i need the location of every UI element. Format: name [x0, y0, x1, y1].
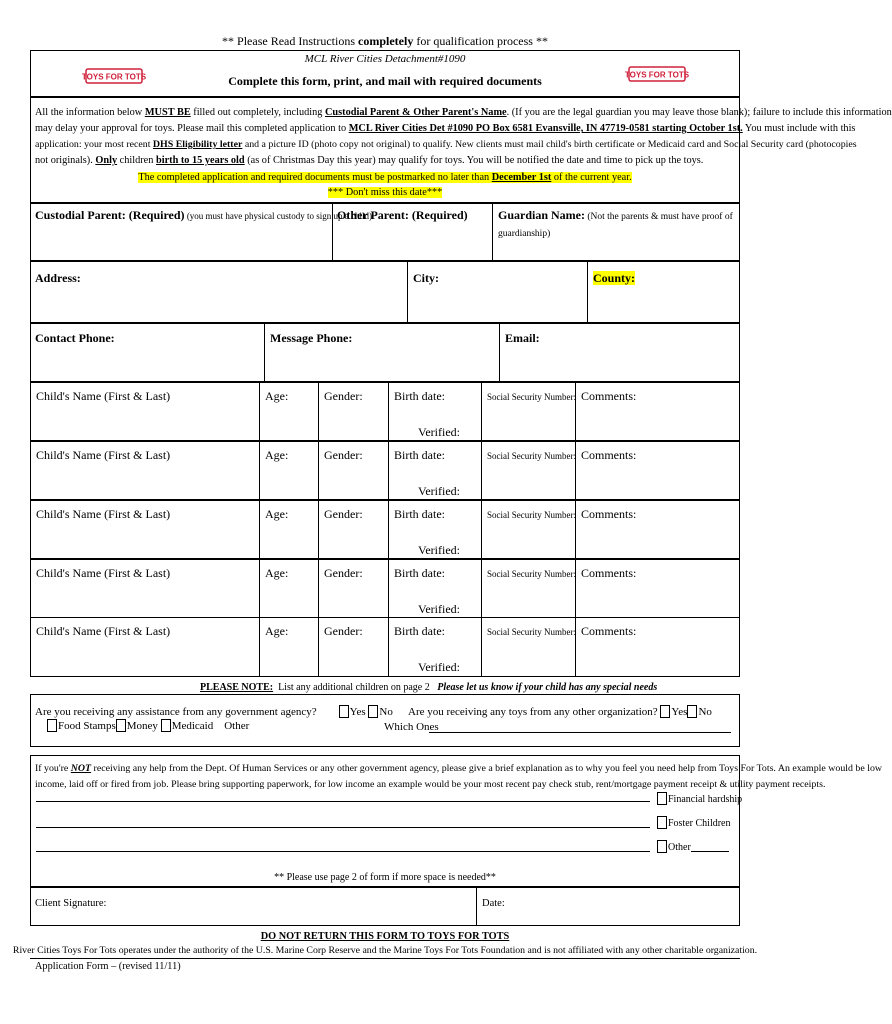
- svg-text:TOYS FOR TOTS: TOYS FOR TOTS: [81, 72, 147, 82]
- svg-text:TOYS FOR TOTS: TOYS FOR TOTS: [624, 70, 690, 80]
- explanation-line-3[interactable]: [36, 851, 650, 852]
- date-label: Date:: [482, 898, 505, 909]
- toys-no-checkbox[interactable]: [687, 705, 697, 718]
- child-name-label: Child's Name (First & Last): [36, 448, 171, 462]
- child-ssn-label: Social Security Number:: [487, 510, 576, 520]
- child-verified-label: Verified:: [418, 484, 460, 498]
- child-name-label: Child's Name (First & Last): [36, 624, 171, 638]
- form-revision: Application Form – (revised 11/11): [35, 961, 181, 972]
- other-reason-option: Other: [657, 840, 729, 853]
- child-verified-label: Verified:: [418, 543, 460, 557]
- email-label: Email:: [505, 331, 540, 345]
- child-comments-label: Comments:: [581, 566, 637, 580]
- child-comments-label: Comments:: [581, 448, 637, 462]
- child-name-label: Child's Name (First & Last): [36, 507, 171, 521]
- explanation-line-1[interactable]: [36, 801, 650, 802]
- child-comments-label: Comments:: [581, 507, 637, 521]
- deadline-line: The completed application and required documents must be postmarked no later than December 1st of the current year.: [138, 172, 632, 183]
- child-verified-label: Verified:: [418, 602, 460, 616]
- contact-phone-label: Contact Phone:: [35, 331, 115, 345]
- foster-children-option: Foster Children: [657, 816, 731, 829]
- financial-hardship-checkbox[interactable]: [657, 792, 667, 805]
- child-ssn-label: Social Security Number:: [487, 451, 576, 461]
- other-reason-line[interactable]: [691, 851, 729, 852]
- financial-hardship-option: Financial hardship: [657, 792, 742, 805]
- child-age-label: Age:: [265, 448, 289, 462]
- other-org-toys-question: Are you receiving any toys from any other organization? Yes No: [408, 706, 712, 718]
- child-birth-date-label: Birth date:: [394, 566, 445, 580]
- org-title: MCL River Cities Detachment#1090: [304, 53, 466, 65]
- child-ssn-field[interactable]: [481, 617, 576, 677]
- assistance-types: Food Stamps Money Medicaid Other: [47, 719, 249, 732]
- child-verified-label: Verified:: [418, 660, 460, 674]
- toys-for-tots-logo-right: [624, 65, 690, 83]
- which-ones-label: Which Ones: [384, 721, 439, 733]
- do-not-return-notice: DO NOT RETURN THIS FORM TO TOYS FOR TOTS: [260, 931, 510, 942]
- custodial-parent-label: Custodial Parent: (Required) (you must have physical custody to sign up a child): [35, 208, 373, 222]
- child-age-label: Age:: [265, 624, 289, 638]
- child-ssn-field[interactable]: [481, 559, 576, 618]
- government-assistance-question: Are you receiving any assistance from any government agency? Yes No: [35, 706, 393, 718]
- child-birth-date-label: Birth date:: [394, 448, 445, 462]
- toys-for-tots-logo-left: [81, 67, 147, 85]
- address-label: Address:: [35, 271, 81, 285]
- city-label: City:: [413, 271, 439, 285]
- medicaid-checkbox[interactable]: [161, 719, 171, 732]
- child-ssn-field[interactable]: [481, 500, 576, 559]
- other-parent-label: Other Parent: (Required): [337, 208, 468, 222]
- child-ssn-label: Social Security Number:: [487, 627, 576, 637]
- footer-divider: [30, 958, 740, 959]
- date-field[interactable]: [476, 887, 740, 926]
- message-phone-label: Message Phone:: [270, 331, 353, 345]
- county-label: County:: [593, 271, 636, 285]
- deadline-reminder: *** Don't miss this date***: [327, 187, 443, 198]
- which-ones-input[interactable]: [429, 732, 731, 733]
- child-comments-label: Comments:: [581, 389, 637, 403]
- child-ssn-label: Social Security Number:: [487, 392, 576, 402]
- child-name-label: Child's Name (First & Last): [36, 566, 171, 580]
- gov-yes-checkbox[interactable]: [339, 705, 349, 718]
- disclaimer: River Cities Toys For Tots operates under the authority of the U.S. Marine Corp Reserve and the Marine Toys For Tots Foundation and is not affiliated with any other charitable organization.: [12, 945, 758, 956]
- instructions-banner: ** Please Read Instructions completely for qualification process **: [222, 34, 548, 48]
- child-gender-label: Gender:: [324, 566, 363, 580]
- child-birth-date-label: Birth date:: [394, 624, 445, 638]
- client-signature-label: Client Signature:: [35, 898, 107, 909]
- address-field[interactable]: [30, 261, 408, 323]
- child-gender-label: Gender:: [324, 448, 363, 462]
- please-note: PLEASE NOTE: List any additional children on page 2 Please let us know if your child has any special needs: [200, 682, 658, 693]
- foster-children-checkbox[interactable]: [657, 816, 667, 829]
- child-age-label: Age:: [265, 507, 289, 521]
- toys-yes-checkbox[interactable]: [660, 705, 670, 718]
- child-verified-label: Verified:: [418, 425, 460, 439]
- food-stamps-checkbox[interactable]: [47, 719, 57, 732]
- intro-paragraph: All the information below MUST BE filled out completely, including Custodial Parent & Other Parent's Name. (If you are the legal guardian you may leave those blank); failure to include this information may delay your approval for toys. Please mail this completed application to MCL River Cities Det #1090 PO Box 6581 Evansville, IN 47719-0581 starting October 1st. You must include with this application: your most recent DHS Eligibility letter and a picture ID (photo copy not original) to qualify. New clients must mail child's birth certificate or Medicaid card and Social Security card (photocopies not originals). Only children birth to 15 years old (as of Christmas Day this year) may qualify for toys. You will be notified the date and time to pick up the toys.: [35, 107, 892, 166]
- explanation-line-2[interactable]: [36, 827, 650, 828]
- child-gender-label: Gender:: [324, 389, 363, 403]
- child-age-label: Age:: [265, 566, 289, 580]
- money-checkbox[interactable]: [116, 719, 126, 732]
- child-comments-label: Comments:: [581, 624, 637, 638]
- child-birth-date-label: Birth date:: [394, 507, 445, 521]
- child-gender-label: Gender:: [324, 624, 363, 638]
- not-receiving-explanation: If you're NOT receiving any help from the Dept. Of Human Services or any other government agency, please give a brief explanation as to why you feel you need help from Toys For Tots. An example would be low income, laid off or fired from job. Please bring supporting paperwork, for low income an example would be your most recent pay check stub, rent/mortgage payment receipt & utility payment receipts.: [35, 763, 883, 790]
- other-reason-checkbox[interactable]: [657, 840, 667, 853]
- child-ssn-field[interactable]: [481, 441, 576, 500]
- child-name-label: Child's Name (First & Last): [36, 389, 171, 403]
- child-ssn-label: Social Security Number:: [487, 569, 576, 579]
- child-ssn-field[interactable]: [481, 382, 576, 441]
- form-subtitle: Complete this form, print, and mail with required documents: [228, 74, 542, 88]
- page2-note: ** Please use page 2 of form if more space is needed**: [274, 872, 496, 883]
- child-gender-label: Gender:: [324, 507, 363, 521]
- guardian-label: Guardian Name: (Not the parents & must have proof of guardianship): [498, 208, 733, 239]
- gov-no-checkbox[interactable]: [368, 705, 378, 718]
- child-age-label: Age:: [265, 389, 289, 403]
- child-birth-date-label: Birth date:: [394, 389, 445, 403]
